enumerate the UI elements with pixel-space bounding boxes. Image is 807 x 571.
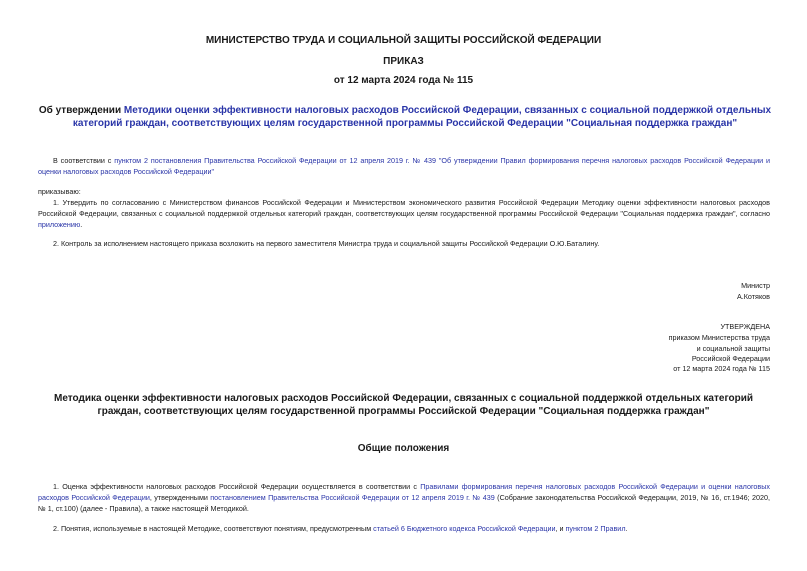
point-2-text-c: . (625, 524, 628, 533)
methodology-title: Методика оценки эффективности налоговых расходов Российской Федерации, связанных с социальной поддержкой отдельных категорий граждан, соответствующих целям государственной программы Российской Федерации "Социальная поддержка граждан" (54, 393, 753, 417)
preamble-text: В соответствии с (53, 156, 115, 165)
decree-link[interactable]: постановлением Правительства Российской Федерации от 12 апреля 2019 г. № 439 (210, 493, 495, 502)
order-date-number: от 12 марта 2024 года № 115 (333, 75, 474, 86)
item-1-text: 1. Утвердить по согласованию с Министерством финансов Российской Федерации и Министерством экономического развития Российской Федерации Методику оценки эффективности налоговых расходов Российской Федерации, связанных с социальной поддержкой отдельных категорий граждан, соответствующих целям государственной программы Российской Федерации "Социальная поддержка граждан", согласно (38, 198, 770, 218)
ministry-header: МИНИСТЕРСТВО ТРУДА И СОЦИАЛЬНОЙ ЗАЩИТЫ РОССИЙСКОЙ ФЕДЕРАЦИИ (205, 35, 602, 46)
preamble-paragraph (38, 155, 770, 177)
methodology-link[interactable]: Методики оценки эффективности налоговых расходов Российской Федерации, связанных с социальной поддержкой отдельных категорий граждан, соответствующих целям государственной программы Российской Федерации "Социальная поддержка граждан" (72, 105, 772, 129)
signature-name: А.Котяков (736, 292, 770, 301)
point-1 (38, 481, 770, 514)
order-title (30, 104, 780, 130)
point-2-text-b: , и (555, 524, 566, 533)
rules-point-2-link[interactable]: пунктом 2 Правил (565, 524, 626, 533)
point-2 (38, 523, 770, 534)
section-title: Общие положения (357, 443, 450, 454)
approval-line-2: приказом Министерства труда (668, 333, 770, 342)
decree-439-link[interactable]: пунктом 2 постановления Правительства Российской Федерации от 12 апреля 2019 г. № 439 "Об утверждении Правил формирования перечня налоговых расходов Российской Федерации и оценки налоговых расходов Российской Федерации" (38, 156, 771, 176)
signature-position: Министр (741, 281, 770, 290)
order-title-prefix: Об утверждении (38, 105, 124, 116)
approval-line-4: Российской Федерации (691, 354, 770, 363)
item-2: 2. Контроль за исполнением настоящего приказа возложить на первого заместителя Министра труда и социальной защиты Российской Федерации О.Ю.Баталину. (53, 239, 600, 248)
approval-line-3: и социальной защиты (696, 344, 770, 353)
approval-stamp: УТВЕРЖДЕНА (720, 322, 770, 331)
appendix-link[interactable]: приложению (38, 220, 81, 229)
item-1 (38, 197, 770, 230)
approval-line-5: от 12 марта 2024 года № 115 (673, 364, 770, 373)
order-word: приказываю: (38, 187, 81, 196)
item-1-end: . (80, 220, 83, 229)
point-1-text-c: (Собрание законодательства Российской Федерации, 2019, № 16, ст.1946; 2020, № 1, ст.100) (далее - Правила), а также настоящей Методикой. (38, 493, 770, 513)
rules-link[interactable]: Правилами формирования перечня налоговых расходов Российской Федерации и оценки налоговых расходов Российской Федерации (38, 482, 770, 502)
budget-code-link[interactable]: статьей 6 Бюджетного кодекса Российской Федерации (373, 524, 556, 533)
point-1-text-b: , утвержденными (149, 493, 211, 502)
point-1-text-a: 1. Оценка эффективности налоговых расходов Российской Федерации осуществляется в соответствии с (53, 482, 421, 491)
doc-type: ПРИКАЗ (383, 56, 424, 67)
point-2-text-a: 2. Понятия, используемые в настоящей Методике, соответствуют понятиям, предусмотренным (53, 524, 374, 533)
